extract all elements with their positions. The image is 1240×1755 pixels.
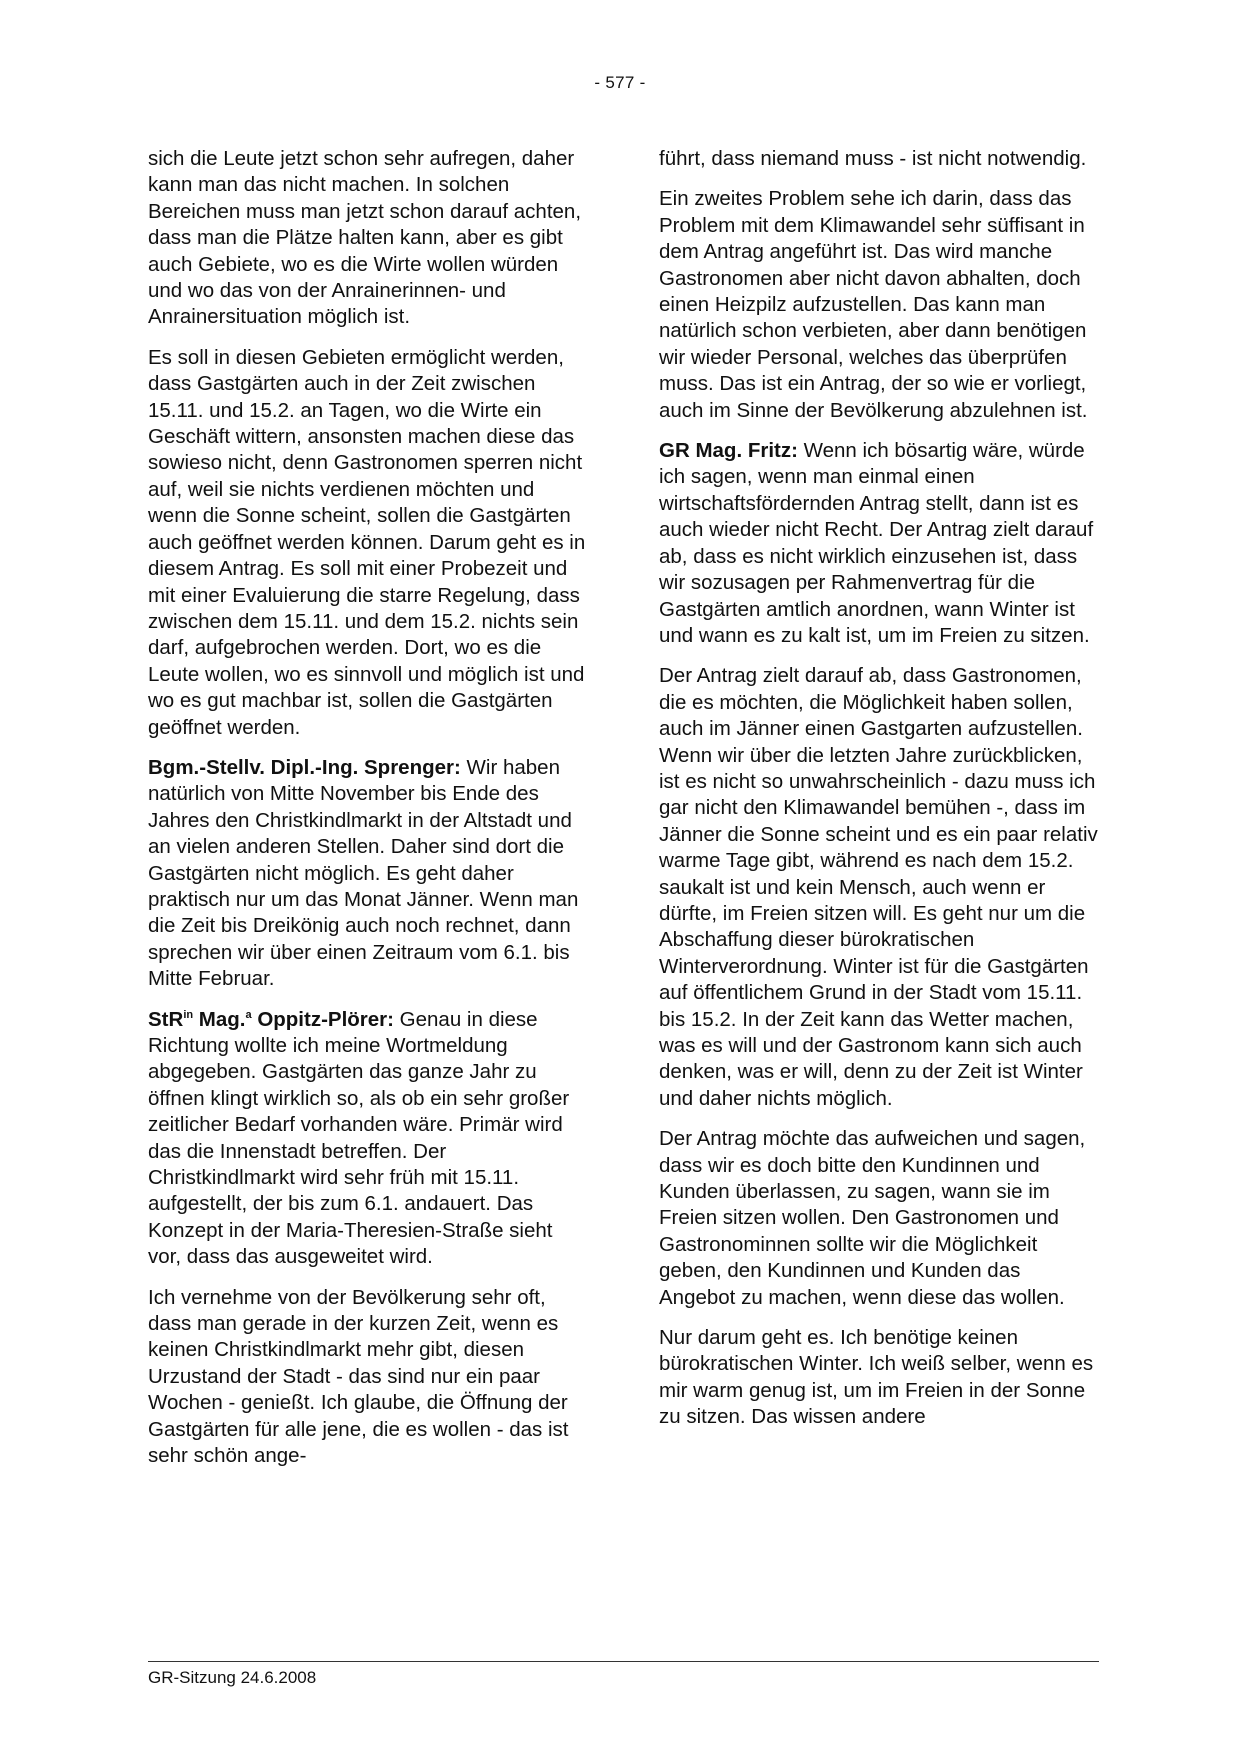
- speaker-name: Bgm.-Stellv. Dipl.-Ing. Sprenger:: [148, 755, 461, 779]
- paragraph: führt, dass niemand muss - ist nicht notwendig.: [659, 147, 1087, 170]
- speaker-surname: Oppitz-Plörer:: [251, 1007, 394, 1031]
- footer-divider: [148, 1661, 1099, 1662]
- speech-text: Genau in diese Richtung wollte ich meine Wortmeldung abgegeben. Gastgärten das ganze Jahr zu öffnen klingt wirklich so, als ob ein sehr großer zeitlicher Bedarf vorhanden wäre. Primär wird das die Innenstadt betreffen. Der Christkindlmarkt wird sehr früh mit 15.11. aufgestellt, der bis zum 6.1. andauert. Das Konzept in der Maria-Theresien-Straße sieht vor, dass das ausgeweitet wird.: [148, 1007, 570, 1269]
- paragraph: [659, 438, 1099, 649]
- speaker-name: [148, 1008, 394, 1031]
- paragraph: Ich vernehme von der Bevölkerung sehr oft, dass man gerade in der kurzen Zeit, wenn es keinen Christkindlmarkt mehr gibt, diesen Urzustand der Stadt - das sind nur ein paar Wochen - genießt. Ich glaube, die Öffnung der Gastgärten für alle jene, die es wollen - das ist sehr schön ange-: [148, 1285, 569, 1468]
- paragraph: Der Antrag zielt darauf ab, dass Gastronomen, die es möchten, die Möglichkeit haben sollen, auch im Jänner einen Gastgarten aufzustellen. Wenn wir über die letzten Jahre zurückblicken, ist es nicht so unwahrscheinlich - dazu muss ich gar nicht den Klimawandel bemühen -, dass im Jänner die Sonne scheint und es ein paar relativ warme Tage gibt, während es nach dem 15.2. saukalt ist und kein Mensch, auch wenn er dürfte, im Freien sitzen will. Es geht nur um die Abschaffung dieser bürokratischen Winterverordnung. Winter ist für die Gastgärten auf öffentlichem Grund in der Stadt vom 15.11. bis 15.2. In der Zeit kann das Wetter machen, was es will und der Gastronom kann sich auch denken, was er will, denn zu der Zeit ist Winter und daher nichts möglich.: [659, 664, 1098, 1110]
- paragraph: [148, 1007, 588, 1271]
- speaker-title: StR: [148, 1007, 184, 1031]
- paragraph: Der Antrag möchte das aufweichen und sagen, dass wir es doch bitte den Kundinnen und Kunden überlassen, zu sagen, wann sie im Freien sitzen wollen. Den Gastronomen und Gastronominnen sollte wir die Möglichkeit geben, den Kundinnen und Kunden das Angebot zu machen, wenn diese das wollen.: [659, 1127, 1086, 1309]
- superscript: in: [183, 1008, 194, 1021]
- speaker-name: GR Mag. Fritz:: [659, 439, 798, 463]
- paragraph: Nur darum geht es. Ich benötige keinen bürokratischen Winter. Ich weiß selber, wenn es mir warm genug ist, um im Freien in der Sonne zu sitzen. Das wissen andere: [659, 1326, 1094, 1429]
- superscript: a: [245, 1008, 252, 1021]
- paragraph: sich die Leute jetzt schon sehr aufregen, daher kann man das nicht machen. In solchen Bereichen muss man jetzt schon darauf achten, dass man die Plätze halten kann, aber es gibt auch Gebiete, wo es die Wirte wollen würden und wo das von der Anrainerinnen- und Anrainersituation möglich ist.: [148, 147, 582, 329]
- speaker-title: Mag.: [193, 1007, 246, 1031]
- paragraph: Es soll in diesen Gebieten ermöglicht werden, dass Gastgärten auch in der Zeit zwischen 15.11. und 15.2. an Tagen, wo die Wirte ein Geschäft wittern, ansonsten machen diese das sowieso nicht, denn Gastronomen sperren nicht auf, weil sie nichts verdienen möchten und wenn die Sonne scheint, sollen die Gastgärten auch geöffnet werden können. Darum geht es in diesem Antrag. Es soll mit einer Probezeit und mit einer Evaluierung die starre Regelung, dass zwischen dem 15.11. und dem 15.2. nichts sein darf, aufgebrochen werden. Dort, wo es die Leute wollen, wo es sinnvoll und möglich ist und wo es gut machbar ist, sollen die Gastgärten geöffnet werden.: [148, 345, 586, 739]
- paragraph: [148, 755, 588, 993]
- left-column: [148, 146, 588, 1484]
- speech-text: Wenn ich bösartig wäre, würde ich sagen, wenn man einmal einen wirtschaftsfördernden Antrag stellt, dann ist es auch wieder nicht Recht. Der Antrag zielt darauf ab, dass es nicht wirklich einzusehen ist, dass wir sozusagen per Rahmenvertrag für die Gastgärten amtlich anordnen, wann Winter ist und wann es zu kalt ist, um im Freien zu sitzen.: [659, 439, 1094, 647]
- speech-text: Wir haben natürlich von Mitte November bis Ende des Jahres den Christkindlmarkt in der Altstadt und an vielen anderen Stellen. Daher sind dort die Gastgärten nicht möglich. Es geht daher praktisch nur um das Monat Jänner. Wenn man die Zeit bis Dreikönig auch noch rechnet, dann sprechen wir über einen Zeitraum vom 6.1. bis Mitte Februar.: [148, 755, 579, 991]
- page-number: - 577 -: [594, 73, 646, 92]
- right-column: [659, 146, 1099, 1445]
- paragraph: Ein zweites Problem sehe ich darin, dass das Problem mit dem Klimawandel sehr süffisant in dem Antrag angeführt ist. Das wird manche Gastronomen aber nicht davon abhalten, doch einen Heizpilz aufzustellen. Das kann man natürlich schon verbieten, aber dann benötigen wir wieder Personal, welches das überprüfen muss. Das ist ein Antrag, der so wie er vorliegt, auch im Sinne der Bevölkerung abzulehnen ist.: [659, 187, 1088, 422]
- footer-session-label: GR-Sitzung 24.6.2008: [148, 1668, 317, 1687]
